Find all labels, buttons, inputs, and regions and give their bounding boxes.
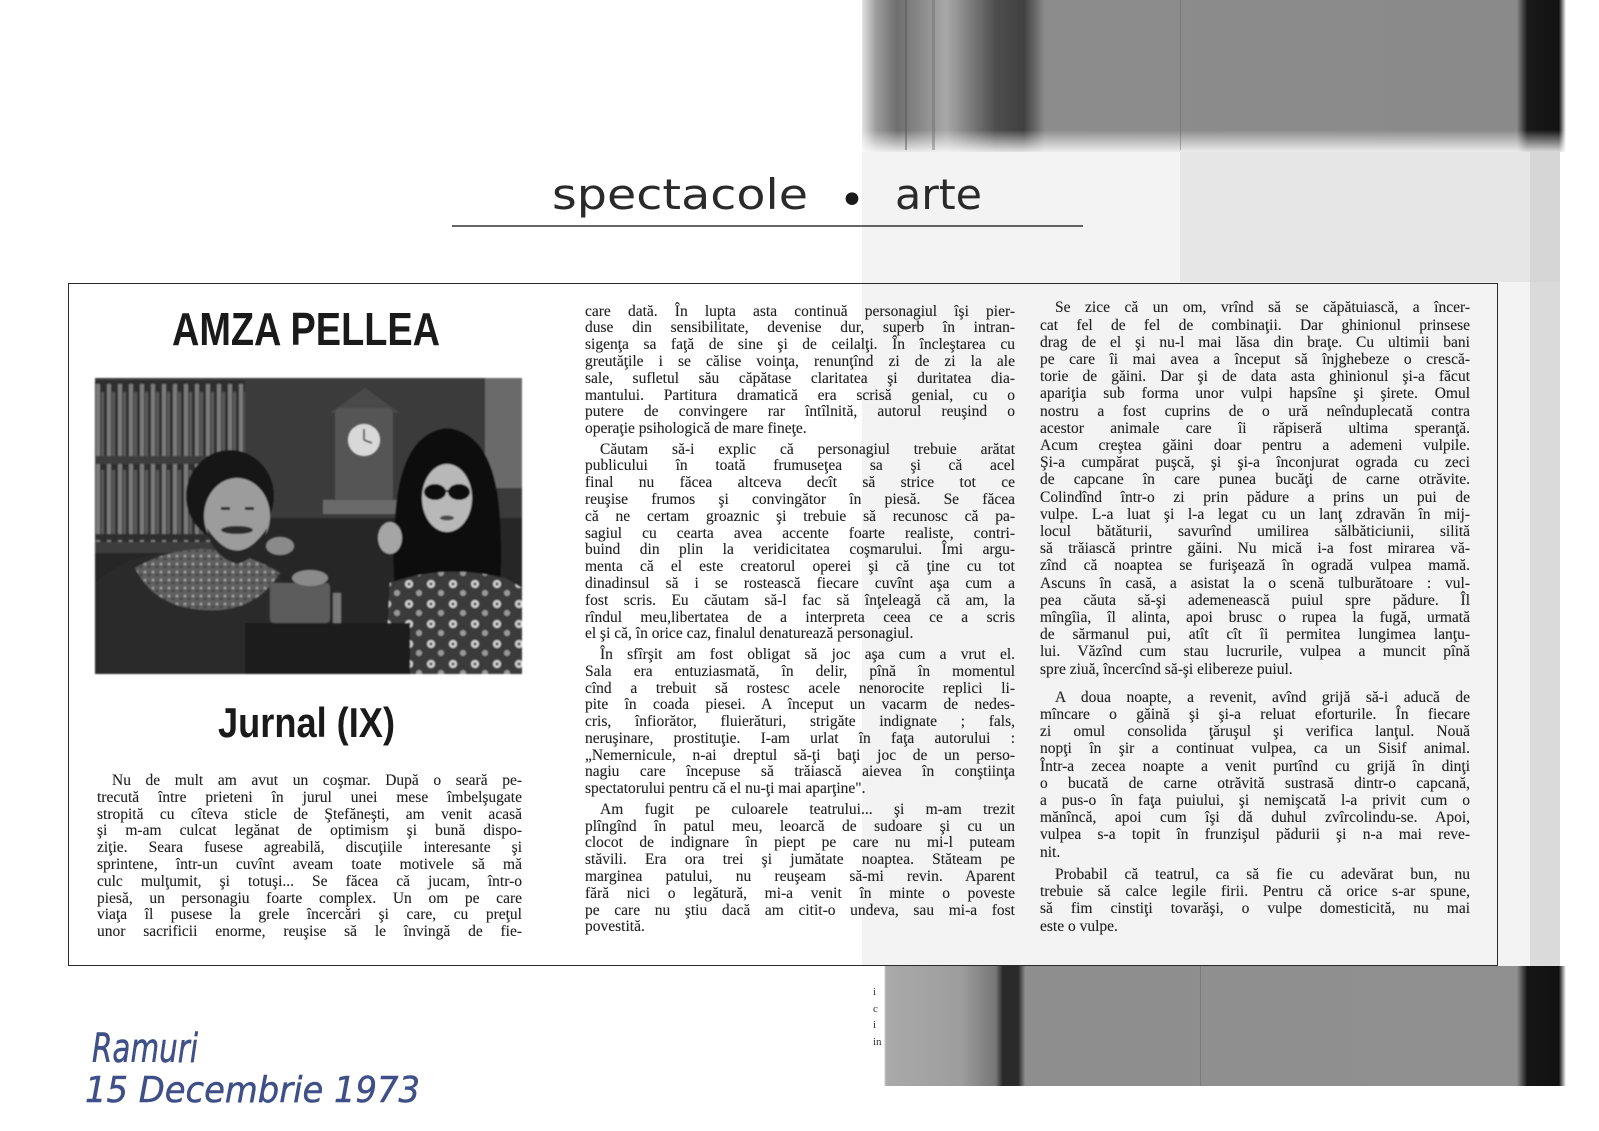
- margin-fragment: in: [873, 1035, 882, 1048]
- text-line: care dată. În lupta asta continuă personagiul îşi pier-: [585, 302, 1015, 320]
- text-line: pite în coada piesei. A început un vacarm de nedes-: [585, 696, 1015, 714]
- text-line: vulpe. L-a luat şi l-a legat cu un lanţ zdravăn în mij-: [1040, 505, 1470, 523]
- text-line: spectatorului pentru că el nu-ţi mai aparţine".: [585, 780, 866, 798]
- text-line: marginea patului, nu reuşeam să-mi revin. Aparent: [585, 867, 1015, 885]
- text-line: Acum creştea găini doar pentru a ademeni vulpile.: [1040, 437, 1470, 455]
- text-line: stropită cu cîteva sticle de Ştefăneşti, am venit acasă: [97, 805, 522, 823]
- text-line: vulpea s-a topit în frunzişul pădurii şi n-a mai reve-: [1040, 826, 1470, 844]
- text-line: cris, înfiorător, fluierături, strigăte indignate ; fals,: [585, 713, 1015, 731]
- text-line: o bucată de carne otrăvită sustrasă dintr-o capcană,: [1040, 774, 1470, 792]
- text-line: de capcane în care punea bucăţi de carne otrăvite.: [1040, 471, 1470, 489]
- text-line: Nu de mult am avut un coşmar. După o seară pe-: [112, 772, 522, 789]
- text-line: de sărmanul pui, atît cît îi permitea lungimea lanţu-: [1040, 626, 1470, 644]
- text-line: mănîncă, apoi cum îşi dă duhul zvîrcolindu-se. Apoi,: [1040, 809, 1470, 827]
- article-title: [210, 695, 410, 755]
- text-line: acestor animale care îi răpiseră ultima speranţă.: [1040, 419, 1470, 437]
- text-line: „Nemernicule, n-ai dreptul să-ţi baţi joc de un perso-: [585, 746, 1015, 764]
- text-line: operaţie psihologică de mare fineţe.: [585, 420, 807, 438]
- text-line: putere de convingere rar întîlnită, autorul reuşind o: [585, 403, 1015, 421]
- text-line: zînd că noaptea se furişează în ogradă vulpea mamă.: [1040, 557, 1470, 575]
- text-line: Colindînd într-o zi prin pădure a prins un pui de: [1040, 488, 1470, 506]
- photo: [95, 378, 522, 674]
- text-line: să fim cinstiţi tovarăşi, o vulpe domesticită, nu mai: [1040, 900, 1470, 918]
- text-line: Căutam să-i explic că personagiul trebuie arătat: [600, 440, 1015, 458]
- text-line: a pus-o în faţa puiului, şi nemişcată l-a privit cum o: [1040, 792, 1470, 810]
- paragraph: [1040, 299, 1470, 677]
- article-column-2: [585, 304, 1015, 937]
- paragraph: [585, 442, 1015, 644]
- text-line: că ne certam groaznic şi trebuie să recunosc că pa-: [585, 507, 1015, 525]
- text-line: trecută între prieteni în jurul unei mese îmbelşugate: [97, 788, 522, 806]
- margin-fragment: c: [873, 1002, 878, 1015]
- text-line: greutăţile i se călise voinţa, renunţînd zi de zi la ale: [585, 352, 1015, 370]
- text-line: rîndul meu,libertatea de a interpreta ceea ce a scris: [585, 608, 1015, 626]
- text-line: clocot de indignare în piept pe care nu mi-l puteam: [585, 834, 1015, 852]
- text-line: locul bătăturii, savurînd umilirea sălbăticiunii, silită: [1040, 523, 1470, 541]
- text-line: sprintene, într-un cuvînt aveam toate motivele să mă: [97, 855, 522, 873]
- handwritten-note: [70, 1010, 450, 1120]
- paragraph: [1040, 689, 1470, 861]
- margin-fragments: [873, 984, 889, 1050]
- text-line: spre ziuă, încercînd să-şi elibereze puiul.: [1040, 660, 1293, 678]
- text-line: Într-a zecea noapte a venit purtînd cu grijă în dinţi: [1040, 757, 1470, 775]
- text-line: A doua noapte, a revenit, avînd grijă să-i aducă de: [1055, 688, 1470, 706]
- text-line: dinadinsul să i se rostească fiecare cuvînt aşa cum a: [585, 575, 1015, 593]
- text-line: neruşinare, prostituţie. I-am urlat în faţa autorului :: [585, 729, 1015, 747]
- text-line: cat fel de fel de combinaţii. Dar ghinionul prinsese: [1040, 316, 1470, 334]
- paragraph: [585, 802, 1015, 936]
- text-line: În sfîrşit am fost obligat să joc aşa cum a vrut el.: [600, 645, 1015, 663]
- text-line: şi m-am culcat legănat de optimism şi bună dispo-: [97, 822, 522, 840]
- text-line: pe care nu ştiu dacă am citit-o undeva, sau mi-a fost: [585, 901, 1015, 919]
- article-column-1: [97, 773, 522, 941]
- section-label-spectacole: spectacole: [552, 170, 808, 219]
- text-line: mantului. Partitura dramatică era scrisă genial, cu o: [585, 386, 1015, 404]
- margin-fragment: i: [873, 986, 877, 998]
- text-line: sigenţa sa faţă de sine şi de ceilalţi. În încleştarea cu: [585, 336, 1015, 354]
- author-name: AMZA PELLEA: [172, 303, 440, 355]
- text-line: duse din sensibilitate, devenise dur, superb în intran-: [585, 319, 1015, 337]
- text-line: culc mulţumit, şi totuşi... Se făcea că jucam, într-o: [97, 872, 522, 890]
- margin-fragment: i: [873, 1019, 877, 1031]
- text-line: reuşise frumos şi convingător în piesă. Se făcea: [585, 491, 1015, 509]
- text-line: viaţa îl pusese la grele încercări şi care, cu preţul: [97, 906, 522, 924]
- handwritten-date: 15 Decembrie 1973: [85, 1070, 420, 1111]
- section-bullet: •: [839, 175, 865, 226]
- text-line: Probabil că teatrul, ca să fie cu adevărat bun, nu: [1055, 865, 1470, 883]
- text-line: să trăiască printre găini. Nu mică i-a fost mirarea vă-: [1040, 540, 1470, 558]
- text-line: mîncare o găină şi şi-a reluat eforturile. În fiecare: [1040, 706, 1470, 724]
- text-line: nopţi în şir a continuat vulpea, ca un Sisif animal.: [1040, 740, 1470, 758]
- text-line: ziţie. Seara fusese agreabilă, discuţiile interesante şi: [97, 839, 522, 857]
- text-line: mîngîia, îl alinta, apoi brusc o rupea la fugă, urmată: [1040, 609, 1470, 627]
- text-line: menta că el este creatorul operei şi că ţine cu tot: [585, 558, 1015, 576]
- paragraph: [585, 304, 1015, 438]
- text-line: nit.: [1040, 843, 1061, 861]
- text-line: publicului în toată frumuseţea sa şi că acel: [585, 457, 1015, 475]
- text-line: cînd a trebuit să rostesc acele nenorocite replici li-: [585, 679, 1015, 697]
- text-line: nagiu care începuse să trăiască aievea în conştiinţa: [585, 763, 1015, 781]
- text-line: este o vulpe.: [1040, 917, 1118, 935]
- text-line: Ascuns în casă, a asistat la o scenă tulburătoare : vul-: [1040, 574, 1470, 592]
- paragraph: [585, 647, 1015, 798]
- text-line: pe care îi mai avea a început să înjghebeze o crescă-: [1040, 351, 1470, 368]
- text-line: pea căuta să-şi ademenească puiul spre pădure. Îl: [1040, 591, 1470, 609]
- text-line: Sala era entuziasmată, în delir, pînă în momentul: [585, 662, 1015, 680]
- text-line: Se zice că un om, vrînd să se căpătuiască, a încer-: [1055, 299, 1470, 317]
- text-line: drag de el şi nu-l mai lăsa din braţe. Cu ultimii bani: [1040, 333, 1470, 351]
- text-line: stăvili. Era ora trei şi jumătate noaptea. Stăteam pe: [585, 851, 1015, 869]
- section-header: [440, 160, 1120, 240]
- scan-top-band: [862, 0, 1566, 156]
- text-line: sale, sufletul său căpătase claritatea şi duritatea dia-: [585, 369, 1015, 387]
- text-line: Am fugit pe culoarele teatrului... şi m-am trezit: [600, 800, 1015, 818]
- author-heading: [160, 300, 460, 360]
- text-line: fără nici o legătură, mi-a venit în minte o poveste: [585, 884, 1015, 902]
- text-line: unor sacrificii enorme, reuşise să le învingă de fie-: [97, 923, 522, 941]
- scan-bottom-band: [862, 966, 1566, 1086]
- text-line: final nu făcea altceva decît să strice tot ce: [585, 474, 1015, 492]
- text-line: trebuie să calce legile firii. Pentru că orice s-ar spune,: [1040, 883, 1470, 901]
- text-line: torie de găini. Dar şi de data asta ghinionul şi-a făcut: [1040, 368, 1470, 386]
- text-line: apariţia sub forma unor vulpi hapsîne şi şirete. Omul: [1040, 385, 1470, 403]
- paragraph: [1040, 866, 1470, 935]
- handwritten-publication: Ramuri: [92, 1026, 198, 1072]
- text-line: lui. Văzînd cum stau lucrurile, vulpea a muncit pînă: [1040, 643, 1470, 661]
- article-column-3: [1040, 299, 1470, 934]
- text-line: sagiul cu cearta avea accente foarte realiste, contri-: [585, 524, 1015, 542]
- paragraph: [97, 773, 522, 941]
- text-line: zi omul consolida ţăruşul şi verifica lanţul. Nouă: [1040, 723, 1470, 741]
- text-line: fost scris. Eu căutam să-l fac să înţeleagă că am, la: [585, 591, 1015, 609]
- text-line: plîngînd în patul meu, leoarcă de sudoare şi cu un: [585, 817, 1015, 835]
- section-label-arte: arte: [895, 170, 982, 219]
- text-line: povestită.: [585, 918, 645, 936]
- text-line: el şi că, în orice caz, finalul denaturează personagiul.: [585, 625, 914, 643]
- text-line: Şi-a cumpărat puşcă, şi şi-a înconjurat ograda cu zeci: [1040, 454, 1470, 472]
- article-title-text: Jurnal (IX): [218, 699, 395, 746]
- text-line: buind din plin la veridicitatea coşmarului. Îmi argu-: [585, 541, 1015, 559]
- text-line: piesă, un personagiu foarte complex. Un om pe care: [97, 889, 522, 907]
- text-line: nostru a fost cuprins de o ură neînduplecată contra: [1040, 402, 1470, 420]
